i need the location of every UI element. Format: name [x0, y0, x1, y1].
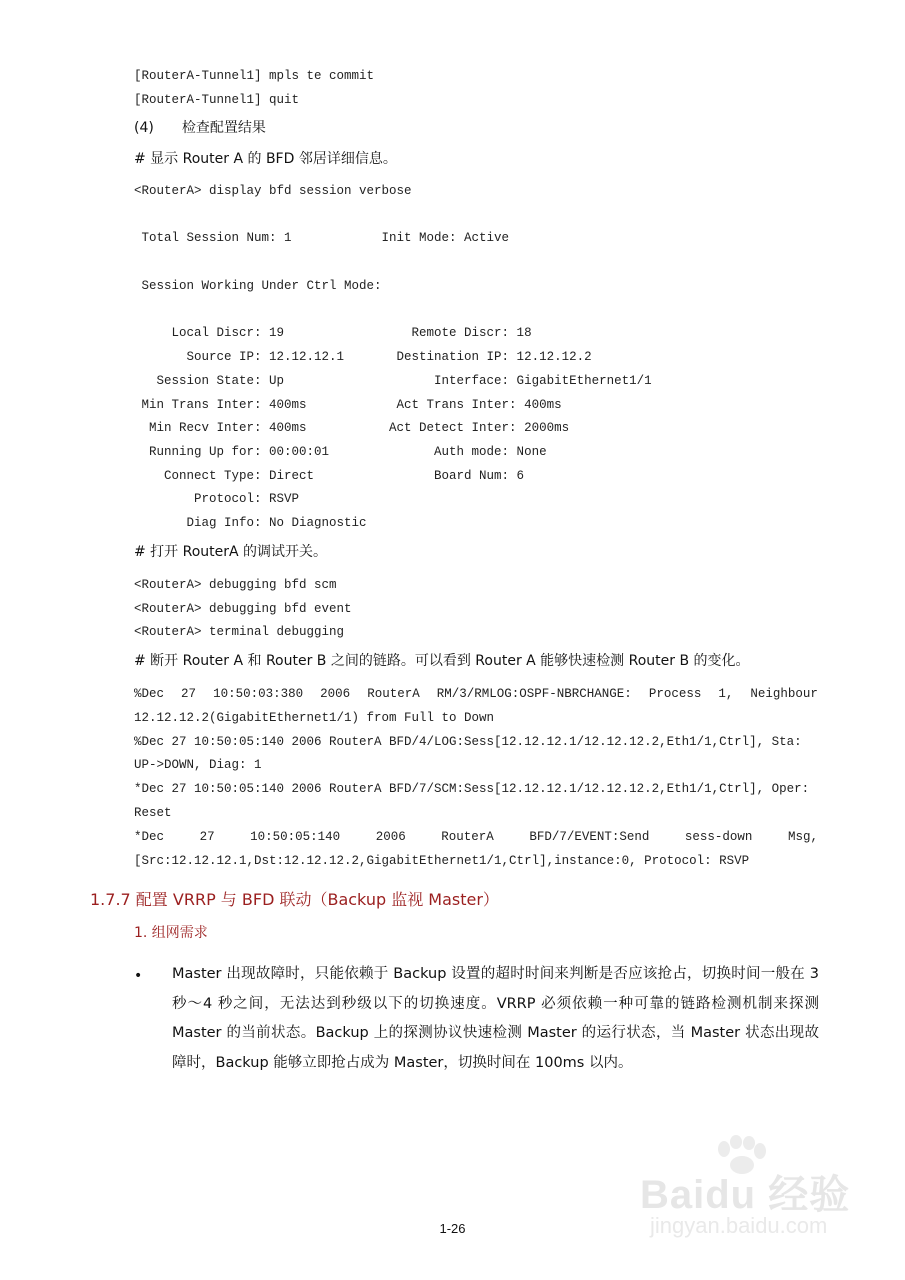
- log-token: 27: [199, 830, 215, 844]
- cmd-commit: [RouterA-Tunnel1] mpls te commit: [134, 69, 375, 83]
- log-token: 10:50:03:380: [213, 687, 304, 701]
- session-detail-line: Connect Type: Direct Board Num: 6: [134, 469, 525, 483]
- log-line: UP->DOWN, Diag: 1: [134, 758, 262, 772]
- log-line-event: [134, 828, 818, 846]
- display-command: <RouterA> display bfd session verbose: [134, 184, 412, 198]
- bullet-marker: •: [134, 968, 143, 984]
- session-detail-line: Diag Info: No Diagnostic: [134, 516, 367, 530]
- log-token: 2006: [320, 687, 351, 701]
- log-token: Process: [648, 687, 702, 701]
- ctrl-mode-line: Session Working Under Ctrl Mode:: [134, 279, 382, 293]
- log-token: RouterA: [441, 830, 494, 844]
- session-detail-line: Running Up for: 00:00:01 Auth mode: None: [134, 445, 547, 459]
- session-detail-line: Local Discr: 19 Remote Discr: 18: [134, 326, 532, 340]
- log-line: 12.12.12.2(GigabitEthernet1/1) from Full to Down: [134, 711, 495, 725]
- page-number: 1-26: [439, 1221, 466, 1236]
- comment-debug: # 打开 RouterA 的调试开关。: [134, 544, 328, 560]
- log-line: %Dec 27 10:50:05:140 2006 RouterA BFD/4/LOG:Sess[12.12.12.1/12.12.12.2,Eth1/1,Ctrl], Sta:: [134, 735, 802, 749]
- log-token: sess-down: [684, 830, 753, 844]
- log-token: Neighbour: [750, 687, 818, 701]
- step-heading: (4) 检查配置结果: [134, 120, 266, 136]
- watermark-logo: Baidu 经验: [640, 1173, 851, 1217]
- debug-command: <RouterA> terminal debugging: [134, 625, 345, 639]
- session-summary: Total Session Num: 1 Init Mode: Active: [134, 231, 510, 245]
- session-detail-line: Min Trans Inter: 400ms Act Trans Inter: 400ms: [134, 398, 562, 412]
- debug-command: <RouterA> debugging bfd scm: [134, 578, 337, 592]
- log-token: 2006: [375, 830, 406, 844]
- log-token: %Dec: [134, 687, 165, 701]
- session-detail-line: Session State: Up Interface: GigabitEthernet1/1: [134, 374, 652, 388]
- log-line-ospf: [134, 685, 818, 703]
- log-token: RM/3/RMLOG:OSPF-NBRCHANGE:: [436, 687, 632, 701]
- subsection-heading: 1. 组网需求: [134, 925, 208, 941]
- log-token: BFD/7/EVENT:Send: [529, 830, 650, 844]
- log-token: RouterA: [367, 687, 420, 701]
- log-line: Reset: [134, 806, 172, 820]
- log-token: *Dec: [134, 830, 165, 844]
- log-token: 27: [181, 687, 197, 701]
- watermark-url: jingyan.baidu.com: [650, 1213, 828, 1238]
- log-line: [Src:12.12.12.1,Dst:12.12.12.2,GigabitEthernet1/1,Ctrl],instance:0, Protocol: RSVP: [134, 854, 750, 868]
- baidu-watermark: [640, 1135, 870, 1245]
- session-detail-line: Source IP: 12.12.12.1 Destination IP: 12.12.12.2: [134, 350, 592, 364]
- comment-show-bfd: # 显示 Router A 的 BFD 邻居详细信息。: [134, 151, 397, 167]
- section-heading: 1.7.7 配置 VRRP 与 BFD 联动（Backup 监视 Master）: [90, 890, 499, 909]
- bullet-paragraph: Master 出现故障时，只能依赖于 Backup 设置的超时时间来判断是否应该抢占，切换时间一般在 3 秒～4 秒之间，无法达到秒级以下的切换速度。VRRP 必须依赖一种可靠的链路检测机制来探测 Master 的当前状态。Backup 上的探测协议快速检测 Master 的运行状态，当 Master 状态出现故障时，Backup 能够立即抢占成为 Master，切换时间在 100ms 以内。: [172, 966, 819, 1071]
- cmd-quit: [RouterA-Tunnel1] quit: [134, 93, 300, 107]
- session-detail-line: Protocol: RSVP: [134, 492, 300, 506]
- log-token: Msg,: [787, 830, 818, 844]
- log-line: *Dec 27 10:50:05:140 2006 RouterA BFD/7/SCM:Sess[12.12.12.1/12.12.12.2,Eth1/1,Ctrl], Oper:: [134, 782, 810, 796]
- comment-break-link: # 断开 Router A 和 Router B 之间的链路。可以看到 Router A 能够快速检测 Router B 的变化。: [134, 653, 750, 669]
- session-detail-line: Min Recv Inter: 400ms Act Detect Inter: 2000ms: [134, 421, 570, 435]
- log-token: 1,: [718, 687, 734, 701]
- log-token: 10:50:05:140: [250, 830, 341, 844]
- debug-command: <RouterA> debugging bfd event: [134, 602, 352, 616]
